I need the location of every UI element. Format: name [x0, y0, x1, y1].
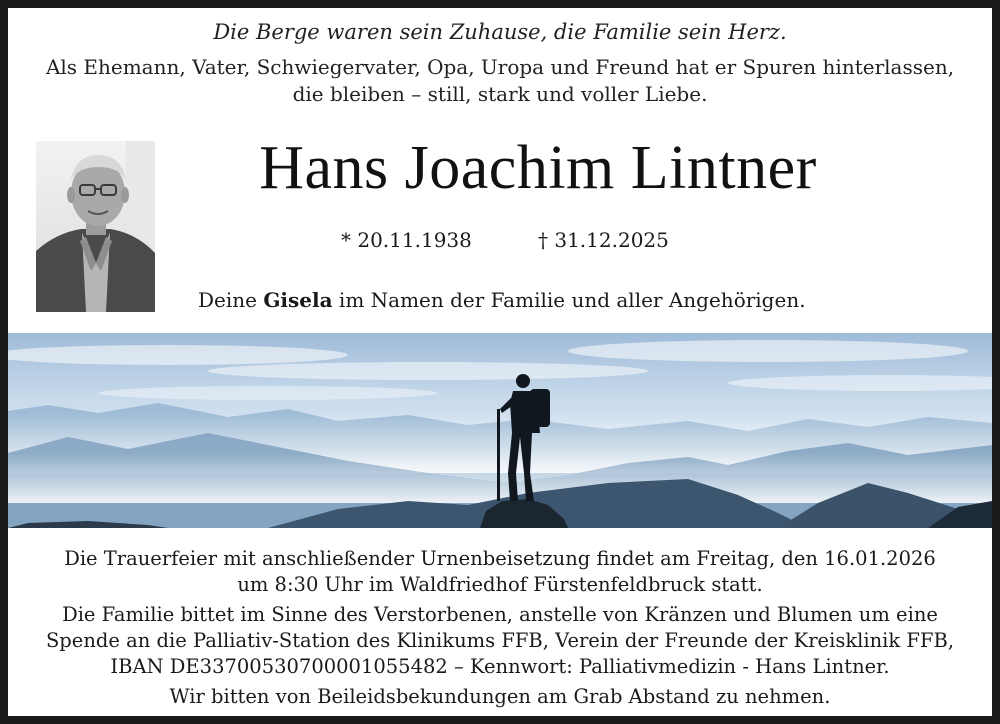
legacy-line-1: Als Ehemann, Vater, Schwiegervater, Opa, Uropa und Freund hat er Spuren hinterlassen,: [45, 55, 955, 79]
legacy-text: [8, 54, 992, 108]
legacy-line-2: die bleiben – still, stark und voller Liebe.: [292, 82, 708, 106]
footer-line-1: Die Trauerfeier mit anschließender Urnenbeisetzung findet am Freitag, den 16.01.2026: [64, 547, 936, 570]
signoff-prefix: Deine: [198, 288, 257, 312]
motto-text: Die Berge waren sein Zuhause, die Familie sein Herz.: [213, 20, 787, 44]
footer-line-6: Wir bitten von Beileidsbekundungen am Grab Abstand zu nehmen.: [169, 685, 831, 708]
obituary-card: [8, 8, 992, 716]
footer-text: [8, 546, 992, 710]
footer-line-3: Die Familie bittet im Sinne des Verstorbenen, anstelle von Kränzen und Blumen um eine: [62, 603, 938, 626]
deceased-name: Hans Joachim Lintner: [259, 134, 817, 202]
signoff-text: [198, 288, 806, 312]
footer-line-2: um 8:30 Uhr im Waldfriedhof Fürstenfeldbruck statt.: [237, 573, 763, 596]
footer-line-5: IBAN DE33700530700001055482 – Kennwort: Palliativmedizin - Hans Lintner.: [110, 655, 890, 678]
signoff-name: Gisela: [263, 288, 333, 312]
signoff-suffix: im Namen der Familie und aller Angehörigen.: [338, 288, 806, 312]
footer-line-4: Spende an die Palliativ-Station des Klinikums FFB, Verein der Freunde der Kreisklinik FFB,: [45, 629, 955, 652]
birth-date: * 20.11.1938: [341, 228, 472, 252]
mountain-hiker-photo: [8, 333, 992, 528]
death-date: † 31.12.2025: [538, 228, 669, 252]
